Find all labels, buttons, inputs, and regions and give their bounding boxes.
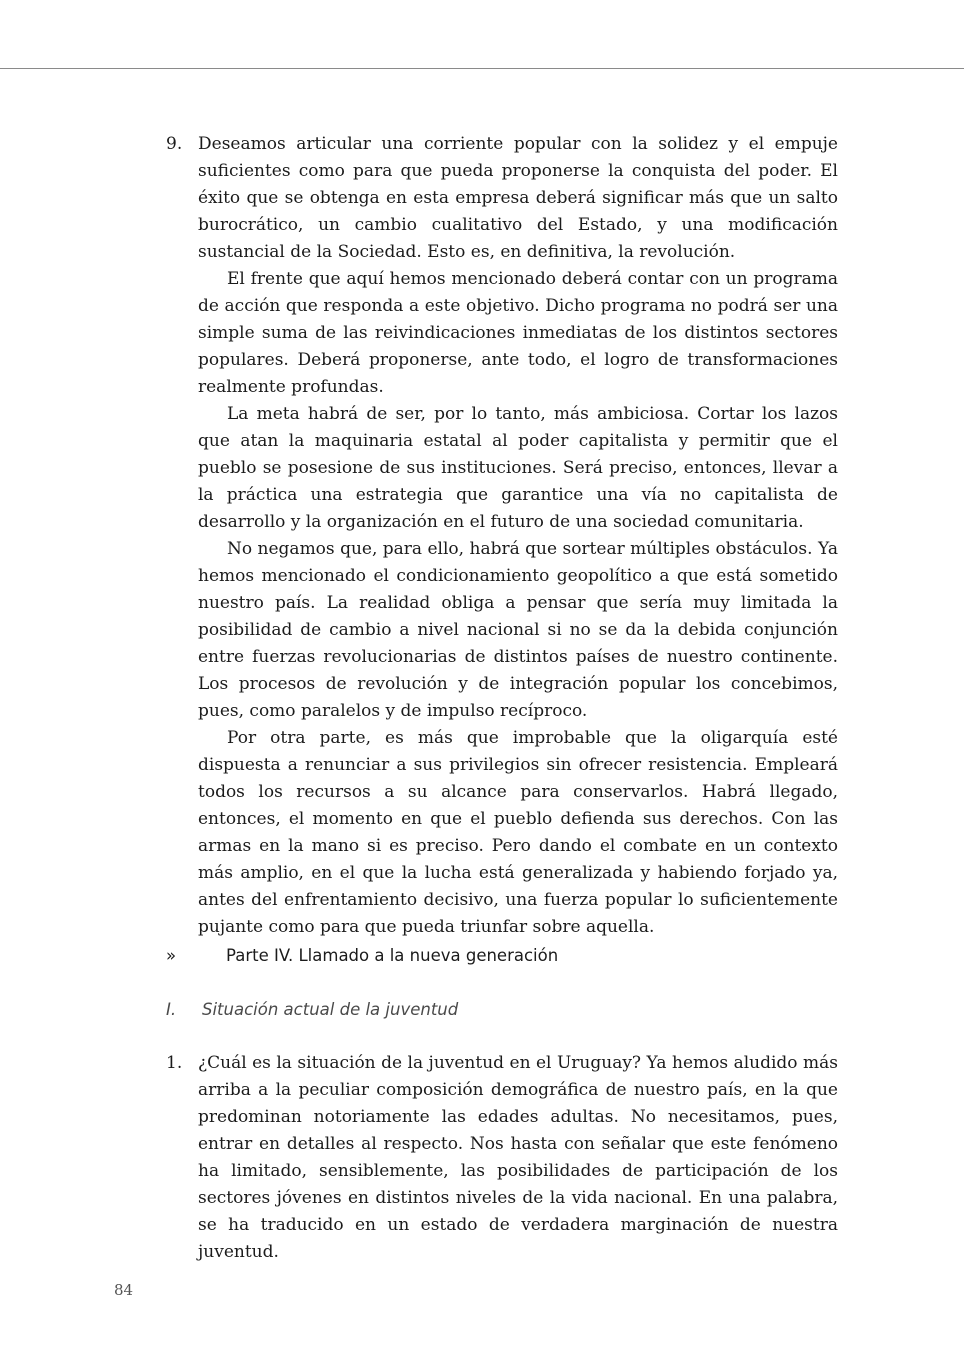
item-number: 9. (166, 134, 183, 154)
item-text (198, 1050, 838, 1266)
page-number: 84 (114, 1281, 134, 1299)
numbered-item-9 (166, 131, 838, 941)
section-heading-marker: I. (166, 1000, 177, 1019)
item-number: 1. (166, 1053, 183, 1073)
section-heading-title: Situación actual de la juventud (202, 1000, 459, 1019)
numbered-item-1 (166, 1050, 838, 1266)
item-text (198, 131, 838, 941)
paragraph: Por otra parte, es más que improbable que la oligarquía esté dispuesta a renunciar a sus privilegios sin ofrecer resistencia. Empleará todos los recursos a su alcance para conservarlos. Habrá llegado, entonces, el momento en que el pueblo defienda sus derechos. Con las armas en la mano si es preciso. Pero dando el combate en un contexto más amplio, en el que la lucha está generalizada y habiendo forjado ya, antes del enfrentamiento decisivo, una fuerza popular lo suficientemente pujante como para que pueda triunfar sobre aquella. (198, 728, 838, 937)
paragraph: No negamos que, para ello, habrá que sortear múltiples obstáculos. Ya hemos mencionado el condicionamiento geopolítico a que está sometido nuestro país. La realidad obliga a pensar que sería muy limitada la posibilidad de cambio a nivel nacional si no se da la debida conjunción entre fuerzas revolucionarias de distintos países de nuestro continente. Los procesos de revolución y de integración popular los concebimos, pues, como paralelos y de impulso recíproco. (198, 539, 838, 721)
paragraph: La meta habrá de ser, por lo tanto, más ambiciosa. Cortar los lazos que atan la maquinaria estatal al poder capitalista y permitir que el pueblo se posesione de sus instituciones. Será preciso, entonces, llevar a la práctica una estrategia que garantice una vía no capitalista de desarrollo y la organización en el futuro de una sociedad comunitaria. (198, 404, 838, 532)
part-heading-marker: » (166, 946, 177, 965)
part-heading-title: Parte IV. Llamado a la nueva generación (226, 946, 559, 965)
paragraph: El frente que aquí hemos mencionado deberá contar con un programa de acción que responda a este objetivo. Dicho programa no podrá ser una simple suma de las reivindicaciones inmediatas de los distintos sectores populares. Deberá proponerse, ante todo, el logro de transformaciones realmente profundas. (198, 269, 838, 397)
header-rule (0, 68, 964, 69)
paragraph: Deseamos articular una corriente popular con la solidez y el empuje suficientes como para que pueda proponerse la conquista del poder. El éxito que se obtenga en esta empresa deberá significar más que un salto burocrático, un cambio cualitativo del Estado, y una modificación sustancial de la Sociedad. Esto es, en definitiva, la revolución. (198, 134, 838, 262)
paragraph: ¿Cuál es la situación de la juventud en el Uruguay? Ya hemos aludido más arriba a la peculiar composición demográfica de nuestro país, en la que predominan notoriamente las edades adultas. No necesitamos, pues, entrar en detalles al respecto. Nos hasta con señalar que este fenómeno ha limitado, sensiblemente, las posibilidades de participación de los sectores jóvenes en distintos niveles de la vida nacional. En una palabra, se ha traducido en un estado de verdadera marginación de nuestra juventud. (198, 1053, 838, 1262)
